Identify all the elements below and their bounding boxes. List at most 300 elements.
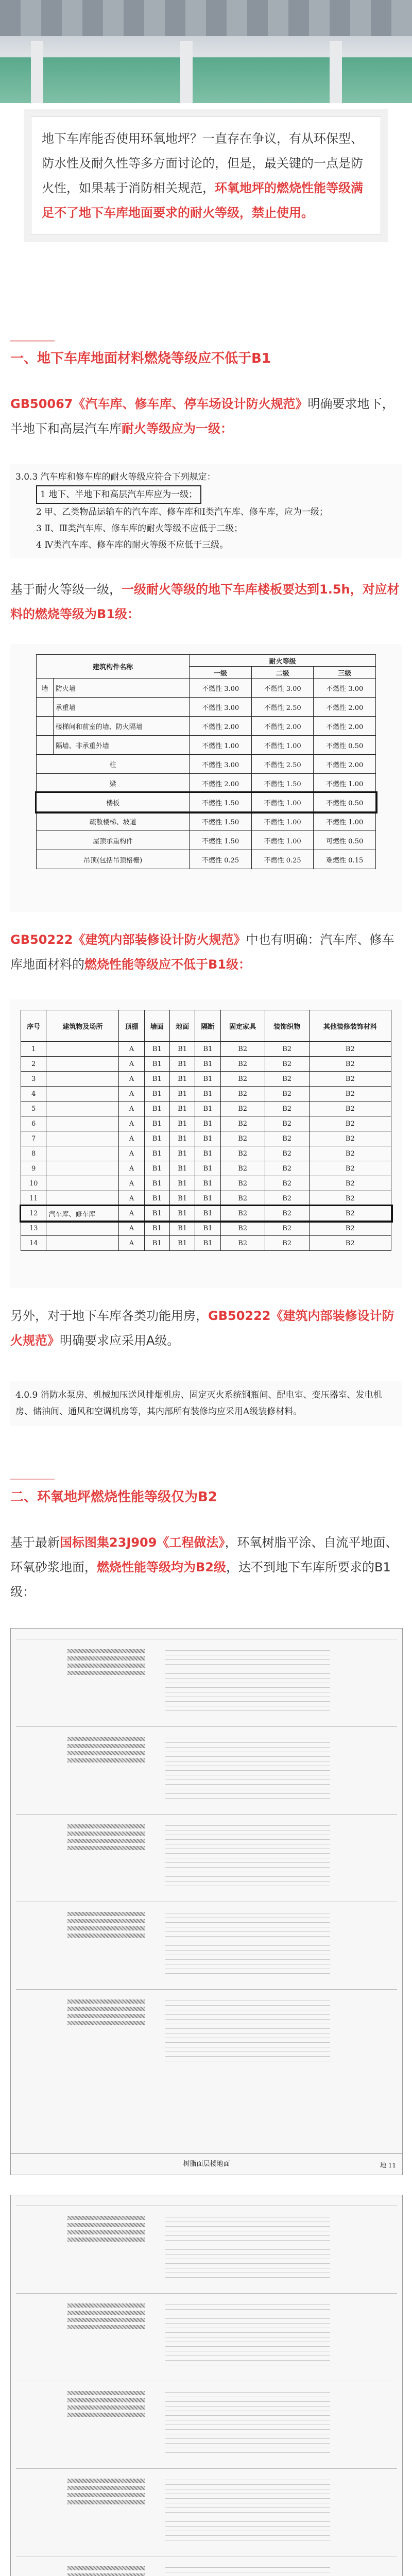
cell: 不燃性 1.50 xyxy=(190,793,252,812)
cell: B1 xyxy=(169,1161,195,1176)
cell: B2 xyxy=(220,1101,265,1116)
section-1-p3 xyxy=(10,927,402,977)
cell: B2 xyxy=(309,1087,391,1101)
cell: B2 xyxy=(265,1236,309,1251)
spec-text-block xyxy=(165,1734,330,1801)
cell: 7 xyxy=(21,1131,46,1146)
clause-line: 3.0.3 汽车库和修车库的耐火等级应符合下列规定： xyxy=(15,472,216,482)
cell: 不燃性 1.50 xyxy=(190,812,252,831)
th-component: 建筑构件名称 xyxy=(37,655,190,679)
pillar xyxy=(180,41,193,103)
cell: B2 xyxy=(220,1146,265,1161)
cell: 不燃性 2.00 xyxy=(190,717,252,736)
cell: B2 xyxy=(309,1072,391,1087)
table-divider xyxy=(16,2293,397,2294)
cell: B1 xyxy=(169,1146,195,1161)
cell: A xyxy=(119,1206,144,1221)
cell: B2 xyxy=(265,1116,309,1131)
clause-line-boxed xyxy=(15,485,397,504)
table-row xyxy=(21,1176,391,1191)
cell xyxy=(46,1161,119,1176)
cell: B2 xyxy=(265,1191,309,1206)
cell: B2 xyxy=(220,1176,265,1191)
table-row xyxy=(37,850,376,869)
cell: B1 xyxy=(195,1131,220,1146)
table-row xyxy=(21,1146,391,1161)
table-row xyxy=(37,717,376,736)
layer-hatch xyxy=(67,2007,145,2011)
layer-hatch xyxy=(67,1926,145,1930)
section-divider xyxy=(10,340,55,342)
cell: A xyxy=(119,1116,144,1131)
cell: B1 xyxy=(195,1057,220,1072)
clause-line: 3 Ⅱ、Ⅲ类汽车库、修车库的耐火等级不应低于二级； xyxy=(36,523,243,534)
table-decoration-materials xyxy=(10,999,402,1288)
cell: B2 xyxy=(309,1161,391,1176)
layer-hatch xyxy=(67,1737,145,1741)
cell: B1 xyxy=(195,1042,220,1057)
layer-hatch xyxy=(67,2573,145,2576)
cell: B1 xyxy=(169,1191,195,1206)
drawing-sheet-2 xyxy=(10,2195,403,2576)
layer-hatch xyxy=(67,2413,145,2417)
cell: 不燃性 1.00 xyxy=(251,831,314,850)
layer-hatch xyxy=(67,2566,145,2570)
section-1-p1 xyxy=(10,392,402,441)
layer-hatch xyxy=(67,2398,145,2402)
cell: B1 xyxy=(169,1131,195,1146)
sheet-title: 树脂面层楼地面 xyxy=(11,2154,402,2175)
cell: 汽车库、修车库 xyxy=(46,1206,119,1221)
table-row xyxy=(21,1131,391,1146)
cell xyxy=(37,717,54,736)
layer-hatch xyxy=(67,1751,145,1755)
cell: B1 xyxy=(144,1191,169,1206)
cell: 不燃性 2.00 xyxy=(314,717,376,736)
cell: 不燃性 1.00 xyxy=(251,812,314,831)
cell xyxy=(37,736,54,755)
layer-hatch xyxy=(67,1999,145,2004)
cell: B2 xyxy=(220,1221,265,1236)
cell: A xyxy=(119,1146,144,1161)
cell: B1 xyxy=(144,1236,169,1251)
spec-text-block xyxy=(165,1996,330,2063)
th-level: 二级 xyxy=(251,667,314,679)
cell: 不燃性 0.50 xyxy=(314,736,376,755)
cell: B2 xyxy=(309,1206,391,1221)
cell: A xyxy=(119,1087,144,1101)
garage-photo xyxy=(0,0,412,103)
cell: B1 xyxy=(144,1101,169,1116)
cell: 不燃性 2.50 xyxy=(251,755,314,774)
cell: B1 xyxy=(169,1221,195,1236)
cell: B2 xyxy=(309,1042,391,1057)
th: 顶棚 xyxy=(119,1010,144,1042)
cell: A xyxy=(119,1057,144,1072)
cell: A xyxy=(119,1161,144,1176)
spec-text-block xyxy=(165,2213,330,2280)
cell: 不燃性 3.00 xyxy=(190,679,252,698)
layer-hatch xyxy=(67,2493,145,2497)
cell: 承重墙 xyxy=(53,698,190,717)
cell: B1 xyxy=(169,1042,195,1057)
section-2-p1 xyxy=(10,1530,402,1604)
cell xyxy=(46,1087,119,1101)
ceiling-beams xyxy=(0,0,412,36)
spec-text-block xyxy=(165,1821,330,1888)
cell: B2 xyxy=(220,1236,265,1251)
cell: A xyxy=(119,1072,144,1087)
layer-hatch xyxy=(67,1824,145,1828)
cell: B2 xyxy=(220,1057,265,1072)
layer-hatch xyxy=(67,2318,145,2322)
cell: 不燃性 1.50 xyxy=(251,774,314,793)
cell: 3 xyxy=(21,1072,46,1087)
spec-text-block xyxy=(165,2563,330,2576)
cell: 梁 xyxy=(37,774,190,793)
table-row xyxy=(21,1206,391,1221)
cell xyxy=(46,1116,119,1131)
th: 装饰织物 xyxy=(265,1010,309,1042)
cell: 隔墙、非承重外墙 xyxy=(53,736,190,755)
table-divider xyxy=(16,1989,397,1990)
spec-text-block xyxy=(165,2388,330,2455)
layer-hatch xyxy=(67,1839,145,1843)
table-row xyxy=(21,1221,391,1236)
intro-card xyxy=(31,116,381,235)
cell: B2 xyxy=(265,1161,309,1176)
spec-text-block xyxy=(165,2300,330,2367)
table-row xyxy=(37,755,376,774)
layer-hatch xyxy=(67,2021,145,2025)
cell: B2 xyxy=(220,1116,265,1131)
cell: B2 xyxy=(265,1072,309,1087)
cell: B1 xyxy=(195,1116,220,1131)
cell: B1 xyxy=(195,1161,220,1176)
layer-hatch xyxy=(67,2238,145,2242)
cell xyxy=(46,1176,119,1191)
cell: B2 xyxy=(265,1087,309,1101)
table-row xyxy=(21,1101,391,1116)
cell: B1 xyxy=(195,1176,220,1191)
table-row xyxy=(21,1057,391,1072)
layer-hatch xyxy=(67,2486,145,2490)
cell: B2 xyxy=(309,1116,391,1131)
section-1-p2 xyxy=(10,577,402,626)
table-fire-resistance xyxy=(10,644,402,912)
cell: B1 xyxy=(144,1057,169,1072)
layer-hatch xyxy=(67,1656,145,1660)
cell: 柱 xyxy=(37,755,190,774)
cell: B2 xyxy=(265,1042,309,1057)
cell: 4 xyxy=(21,1087,46,1101)
cell: 不燃性 3.00 xyxy=(190,698,252,717)
cell: B2 xyxy=(309,1146,391,1161)
quote-gb50067: GB50067《汽车库、修车库、停车场设计防火规范》 xyxy=(10,397,308,411)
cell: 不燃性 1.00 xyxy=(190,736,252,755)
section-1 xyxy=(10,340,402,370)
cell: 不燃性 2.00 xyxy=(314,698,376,717)
cell: B1 xyxy=(169,1087,195,1101)
quote-gb50222-2: GB50222《建筑内部装修设计防火规范》 xyxy=(10,1309,394,1348)
section-1-p4 xyxy=(10,1303,402,1353)
cell: B1 xyxy=(195,1101,220,1116)
cell: 12 xyxy=(21,1206,46,1221)
cell: B1 xyxy=(195,1191,220,1206)
p1-highlight: 耐火等级应为一级： xyxy=(122,421,233,436)
cell: B2 xyxy=(309,1057,391,1072)
quote-gb50222: GB50222《建筑内部装修设计防火规范》 xyxy=(10,933,246,947)
cell: 不燃性 1.00 xyxy=(314,774,376,793)
cell: 不燃性 0.25 xyxy=(251,850,314,869)
cell: 不燃性 0.50 xyxy=(314,793,376,812)
cell: 墙 xyxy=(37,679,54,698)
cell: B1 xyxy=(195,1087,220,1101)
p4-text: 另外，对于地下车库各类功能用房， xyxy=(10,1309,208,1323)
cell: B1 xyxy=(195,1206,220,1221)
cell: 1 xyxy=(21,1042,46,1057)
cell: 不燃性 2.00 xyxy=(251,717,314,736)
p4-rest: 明确要求应采用A级。 xyxy=(60,1333,180,1348)
cell xyxy=(46,1042,119,1057)
cell: 14 xyxy=(21,1236,46,1251)
s2p1-rest: ，达不到地下车库所要求的B1级： xyxy=(10,1560,391,1599)
cell: B1 xyxy=(144,1146,169,1161)
cell: B2 xyxy=(309,1131,391,1146)
cell: A xyxy=(119,1176,144,1191)
layer-hatch xyxy=(67,2500,145,2504)
table-row xyxy=(37,736,376,755)
layer-hatch xyxy=(67,2303,145,2308)
table-row xyxy=(21,1161,391,1176)
cell: A xyxy=(119,1131,144,1146)
cell: B2 xyxy=(220,1191,265,1206)
cell: 不燃性 3.00 xyxy=(314,679,376,698)
cell: B2 xyxy=(265,1221,309,1236)
cell: 不燃性 2.00 xyxy=(314,755,376,774)
pillar xyxy=(31,41,43,103)
cell: B1 xyxy=(144,1072,169,1087)
p2-text: 基于耐火等级一级， xyxy=(10,582,122,597)
cell: B1 xyxy=(144,1087,169,1101)
cell: B1 xyxy=(169,1101,195,1116)
cell: B1 xyxy=(144,1221,169,1236)
cell: B2 xyxy=(220,1161,265,1176)
section-2 xyxy=(10,1479,402,1509)
cell: 可燃性 0.50 xyxy=(314,831,376,850)
cell: 不燃性 1.00 xyxy=(251,736,314,755)
cell: 吊顶(包括吊顶格栅) xyxy=(37,850,190,869)
cell: B1 xyxy=(195,1221,220,1236)
cell: B1 xyxy=(144,1176,169,1191)
cell: A xyxy=(119,1191,144,1206)
cell: B2 xyxy=(220,1087,265,1101)
cell xyxy=(46,1146,119,1161)
cell: 10 xyxy=(21,1176,46,1191)
cell: B1 xyxy=(169,1236,195,1251)
cell: B2 xyxy=(265,1101,309,1116)
p2-highlight: 一级耐火等级的地下车库楼板要达到1.5h，对应材料的燃烧等级为B1级： xyxy=(10,582,400,621)
th-level-group: 耐火等级 xyxy=(190,655,376,667)
cell: B2 xyxy=(265,1131,309,1146)
p1-text: 明确要求地下，半地下和高层汽车库 xyxy=(10,397,394,436)
th: 地面 xyxy=(169,1010,195,1042)
clause-4-0-9: 4.0.9 消防水泵房、机械加压送风排烟机房、固定灭火系统钢瓶间、配电室、变压器室、发电机房、储油间、通风和空调机房等，其内部所有装修均应采用A级装修材料。 xyxy=(10,1381,402,1426)
th: 墙面 xyxy=(144,1010,169,1042)
cell: 难燃性 0.15 xyxy=(314,850,376,869)
cell: B2 xyxy=(265,1176,309,1191)
clause-line: 2 甲、乙类物品运输车的汽车库、修车库和Ⅰ类汽车库、修车库，应为一级； xyxy=(36,507,328,517)
layer-hatch xyxy=(67,2325,145,2329)
table-divider xyxy=(16,1726,397,1727)
cell: 2 xyxy=(21,1057,46,1072)
th: 序号 xyxy=(21,1010,46,1042)
cell: 屋顶承重构件 xyxy=(37,831,190,850)
layer-hatch xyxy=(67,1758,145,1762)
s2p1-highlight: 燃烧性能等级均为B2级 xyxy=(97,1560,226,1574)
cell: B2 xyxy=(309,1191,391,1206)
table-row xyxy=(21,1072,391,1087)
section-divider xyxy=(10,1479,55,1480)
cell: B2 xyxy=(220,1206,265,1221)
cell: 不燃性 1.50 xyxy=(190,831,252,850)
pillar xyxy=(330,41,342,103)
cell: B1 xyxy=(169,1072,195,1087)
cell: B1 xyxy=(169,1116,195,1131)
cell xyxy=(37,698,54,717)
table-row xyxy=(37,812,376,831)
cell: B2 xyxy=(220,1072,265,1087)
clause-boxed-text: 1 地下、半地下和高层汽车库应为一级； xyxy=(36,485,201,504)
cell: B2 xyxy=(309,1236,391,1251)
layer-hatch xyxy=(67,1744,145,1748)
cell: 11 xyxy=(21,1191,46,1206)
spec-text-block xyxy=(165,1646,330,1713)
cell: B2 xyxy=(309,1101,391,1116)
clause-line: 4 Ⅳ类汽车库、修车库的耐火等级不应低于三级。 xyxy=(36,540,229,550)
table-row xyxy=(37,698,376,717)
cell: 不燃性 2.50 xyxy=(251,698,314,717)
cell xyxy=(46,1072,119,1087)
cell: B1 xyxy=(195,1236,220,1251)
intro-highlight: 环氧地坪的燃烧性能等级满足不了地下车库地面要求的耐火等级，禁止使用。 xyxy=(42,181,363,220)
table-row xyxy=(21,1087,391,1101)
cell: 不燃性 2.00 xyxy=(190,774,252,793)
section-2-heading: 二、环氧地坪燃烧性能等级仅为B2 xyxy=(10,1489,217,1505)
cell: B1 xyxy=(195,1072,220,1087)
cell: 不燃性 3.00 xyxy=(251,679,314,698)
layer-hatch xyxy=(67,1934,145,1938)
table-row xyxy=(21,1042,391,1057)
layer-hatch xyxy=(67,1912,145,1916)
s2p1-text: 基于最新 xyxy=(10,1535,60,1550)
cell: B2 xyxy=(220,1042,265,1057)
p3-text: 中也有明确：汽车库、修车库地面材料的 xyxy=(10,933,394,972)
cell: B2 xyxy=(309,1176,391,1191)
intro-text: 地下车库能否使用环氧地坪？一直存在争议，有从环保型、防水性及耐久性等多方面讨论的，但是，最关键的一点是防火性，如果基于消防相关规范， xyxy=(42,131,363,195)
cell xyxy=(46,1191,119,1206)
cell: A xyxy=(119,1042,144,1057)
spec-text-block xyxy=(165,2476,330,2543)
cell: 不燃性 0.25 xyxy=(190,850,252,869)
th-level: 一级 xyxy=(190,667,252,679)
layer-hatch xyxy=(67,1919,145,1923)
layer-hatch xyxy=(67,2479,145,2483)
decoration-table xyxy=(21,1010,391,1251)
cell: 不燃性 1.00 xyxy=(251,793,314,812)
p3-highlight: 燃烧性能等级应不低于B1级： xyxy=(84,957,251,972)
cell: 不燃性 3.00 xyxy=(190,755,252,774)
layer-hatch xyxy=(67,1664,145,1668)
cell: B2 xyxy=(265,1057,309,1072)
layer-hatch xyxy=(67,2230,145,2234)
cell: B1 xyxy=(144,1161,169,1176)
table-row xyxy=(21,1191,391,1206)
s2p1-mid: ，环氧树脂平涂、自流平地面、环氧砂浆地面， xyxy=(10,1535,398,1574)
layer-hatch xyxy=(67,2311,145,2315)
cell: B1 xyxy=(144,1131,169,1146)
th-level: 三级 xyxy=(314,667,376,679)
cell: B1 xyxy=(169,1057,195,1072)
cell: 疏散楼梯、坡道 xyxy=(37,812,190,831)
th: 建筑物及场所 xyxy=(46,1010,119,1042)
cell: B2 xyxy=(265,1206,309,1221)
table-row xyxy=(37,679,376,698)
quote-23j909: 国标图集23J909《工程做法》 xyxy=(60,1535,225,1550)
cell: 楼梯间和前室的墙、防火隔墙 xyxy=(53,717,190,736)
cell xyxy=(46,1221,119,1236)
cell: B1 xyxy=(169,1176,195,1191)
th: 隔断 xyxy=(195,1010,220,1042)
layer-hatch xyxy=(67,2391,145,2395)
cell xyxy=(46,1101,119,1116)
table-row xyxy=(21,1116,391,1131)
cell: B1 xyxy=(195,1146,220,1161)
cell xyxy=(46,1131,119,1146)
table-row xyxy=(37,831,376,850)
cell: B1 xyxy=(144,1042,169,1057)
cell: 9 xyxy=(21,1161,46,1176)
cell: B1 xyxy=(144,1116,169,1131)
layer-hatch xyxy=(67,1846,145,1850)
cell xyxy=(46,1236,119,1251)
cell: B1 xyxy=(144,1206,169,1221)
cell: A xyxy=(119,1236,144,1251)
drawing-sheet-1 xyxy=(10,1628,403,2175)
intro-paragraph xyxy=(31,116,381,235)
layer-hatch xyxy=(67,2405,145,2410)
cell: 不燃性 1.00 xyxy=(314,812,376,831)
cell: 8 xyxy=(21,1146,46,1161)
cell: B1 xyxy=(169,1206,195,1221)
cell xyxy=(46,1057,119,1072)
cell: 楼板 xyxy=(37,793,190,812)
cell: B2 xyxy=(220,1131,265,1146)
layer-hatch xyxy=(67,2223,145,2227)
table-divider xyxy=(16,1814,397,1815)
layer-hatch xyxy=(67,1649,145,1653)
table-row xyxy=(21,1236,391,1251)
layer-hatch xyxy=(67,1671,145,1675)
cell: A xyxy=(119,1101,144,1116)
th: 其他装修装饰材料 xyxy=(309,1010,391,1042)
cell: 13 xyxy=(21,1221,46,1236)
fire-resistance-table xyxy=(36,654,376,869)
table-divider xyxy=(16,2468,397,2469)
table-row xyxy=(37,774,376,793)
cell: B2 xyxy=(265,1146,309,1161)
cell: A xyxy=(119,1221,144,1236)
